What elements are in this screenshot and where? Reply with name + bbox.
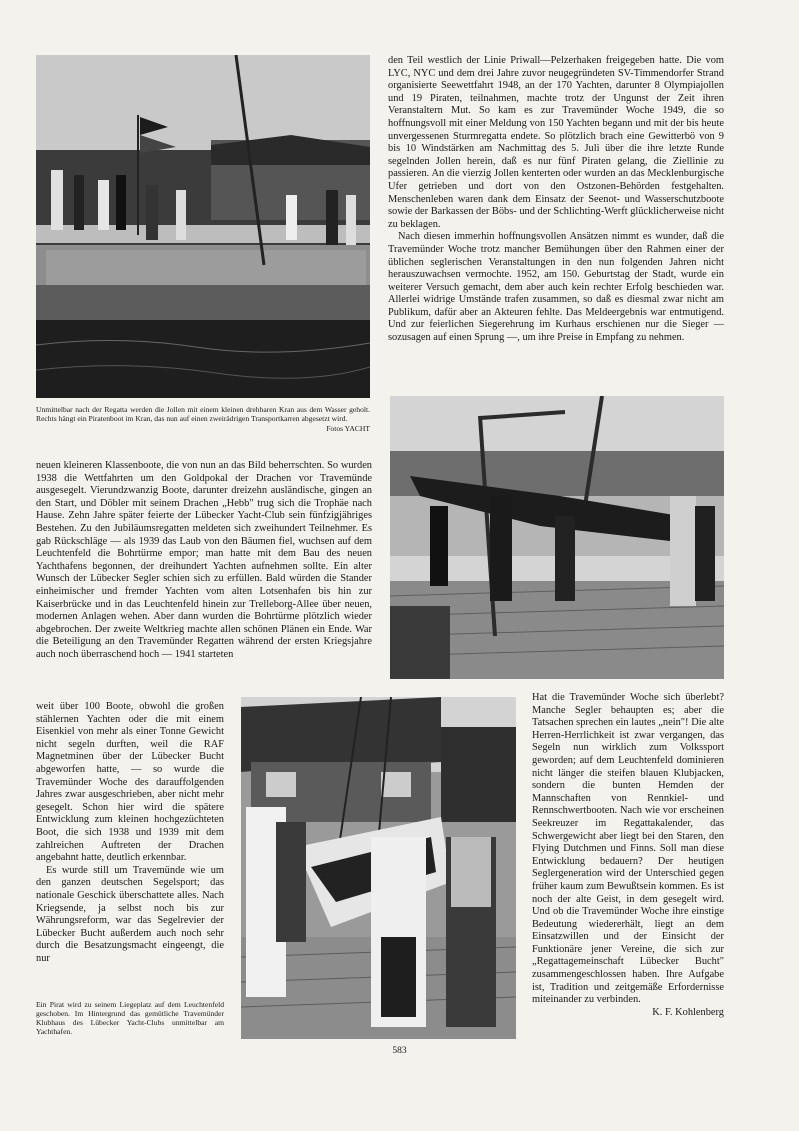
article-column-left-mid: [36, 460, 372, 662]
article-column-left-narrow: [36, 701, 224, 965]
paragraph: den Teil westlich der Linie Priwall—Pelzerhaken freigegeben hatte. Die vom LYC, NYC und dem drei Jahre zuvor neugegründeten SV-Timmendorfer Strand organisierte Seewettfahrt 1948, an der 170 Yachten, darunter 8 Olympiajollen und 19 Piraten, teilnahmen, machte trotz der Ungunst der Zeit ihren Veranstaltern Mut. So kam es zur Travemünder Woche 1949, die so hoffnungsvoll mit einer Meldung von 150 Yachten begann und mit der bis heute unvergessenen Sturmregatta endete. So plötzlich brach eine Gewitterbö von 9 bis 10 Windstärken am Nachmittag des 5. Juli über die ihre letzte Runde segelnden Jollen herein, daß es nur fünf Piraten gelang, die Ziellinie zu passieren. An die vierzig Jollen kenterten oder wurden an das Mecklenburgische Ufer getrieben und dort von den Ostzonen-Behörden festgehalten. Menschenleben waren dank dem Einsatz der Seenot- und Wasserschutzboote sowie der Barkassen der Böbs- und der Schlichting-Werft glücklicherweise nicht zu beklagen.: [388, 55, 724, 230]
photo3-caption: [36, 1000, 224, 1036]
article-column-right-bottom: [532, 692, 724, 1019]
paragraph: Es wurde still um Travemünde wie um den ganzen deutschen Segelsport; das nationale Geschick überschattete alles. Nach Kriegsende, ja selbst noch bis zur Währungsreform, war das Segelrevier der Lübecker Bucht außerdem auch noch sehr durch die Besatzungsmacht eingeengt, die nur: [36, 864, 224, 964]
photo-crane-boat: [390, 396, 724, 679]
photo-credit: Fotos YACHT: [326, 424, 370, 433]
paragraph: Nach diesen immerhin hoffnungsvollen Ansätzen nimmt es wunder, daß die Travemünder Woche trotz mancher Bemühungen über den Rahmen einer der üblichen seglerischen Veranstaltungen in den nun folgenden Jahren nicht herauszuwachsen vermochte. 1952, am 150. Geburtstag der Stadt, wurde ein weiterer Versuch gemacht, dem aber auch kein rechter Erfolg beschieden war. Allerlei widrige Umstände trafen zusammen, so daß es diesmal zwar nicht am Publikum, dafür aber an Akteuren fehlte. Das Meldeergebnis war entmutigend. Und zur feierlichen Siegerehrung im Kurhaus erschienen nur die Sieger — sozusagen auf einen Sprung —, um ihre Preise in Empfang zu nehmen.: [388, 231, 724, 344]
paragraph: neuen kleineren Klassenboote, die von nun an das Bild beherrschten. So wurden 1938 die Wettfahrten um den Goldpokal der Drachen vor Travemünde ausgesegelt. Vierundzwanzig Boote, darunter dreizehn ausländische, gingen an den Start, und Döbler mit seinem Drachen „Hebb" trug sich die Trophäe nach Hause. Zehn Jahre später feierte der Lübecker Yacht-Club sein fünfzigjähriges Bestehen. Zu den Jubiläumsregatten meldeten sich zweihundert Teilnehmer. Es gab Rückschläge — als 1939 das Laub von den Bäumen fiel, wuchsen auf dem Leuchtenfeld die Bohrtürme empor; man hatte mit dem Bau des neuen Yachthafens begonnen, der dreihundert Yachten aufnehmen sollte. Ein alter Wunsch der Lübecker Segler schien sich zu erfüllen. Bald würden die Stander einheimischer und fremder Yachten vom alten Lotsenhafen bis hin zur Kaiserbrücke und in das Leuchtenfeld hinein zur Trelleborg-Allee über neuen, modernen Anlagen wehen. Aber dann wurden die Bohrtürme plötzlich wieder abgebrochen. Der zweite Weltkrieg machte allen schönen Plänen ein Ende. War die Beteiligung an den Travemünder Regatten während der ersten Kriegsjahre auch noch überraschend hoch — 1941 starteten: [36, 460, 372, 660]
photo-harbour-flags: [36, 55, 370, 398]
photo-boat-clubhouse: [241, 697, 516, 1039]
caption-text: Ein Pirat wird zu seinem Liegeplatz auf dem Leuchtenfeld geschoben. Im Hintergrund das gemütliche Travemünder Klubhaus des Lübecker Yacht-Clubs unmittelbar am Yachthafen.: [36, 1000, 224, 1036]
paragraph: weit über 100 Boote, obwohl die großen stählernen Yachten oder die mit einem Eisenkiel von mehr als einer Tonne Gewicht nicht segeln durften, weil die RAF Magnetminen über der Lübecker Bucht abgeworfen hatte, — so wurde die Travemünder Woche des darauffolgenden Jahres zwar ausgeschrieben, aber nicht mehr gesegelt. Schon hier wird die spätere Entwicklung zum kleinen hochgezüchteten Boot, die sich 1938 und 1939 mit dem zahlreichen Auftreten der Drachen angebahnt hatte, deutlich erkennbar.: [36, 701, 224, 864]
paragraph: Hat die Travemünder Woche sich überlebt? Manche Segler behaupten es; aber die Tatsachen sprechen ein lautes „nein"! Die alte Herren-Herrlichkeit ist zwar vergangen, das Segeln nun wirklich zum Volkssport geworden; auf dem Leuchtenfeld dominieren nicht länger die steifen blauen Klubjacken, sondern die bunten Hemden der Mannschaften von Rennkiel- und Rennschwertbooten. Nach wie vor erscheinen Seekreuzer im Regattakalender, das Schwergewicht aber liegt bei den Staren, den Flying Dutchmen und Finns. Soll man diese Entwicklung bedauern? Der heutigen Seglergeneration wird der Unterschied gegen früher kaum zum Bewußtsein kommen. Es ist noch der alte Geist, in dem gesegelt wird. Und ob die Travemünder Woche ihre einstige Bedeutung wiedererhält, liegt an dem Einsatzwillen und der Einsicht der Funktionäre jener Vereine, die sich zur „Regattagemeinschaft Lübecker Bucht" zusammengeschlossen haben. Ihre Aufgabe ist, Tradition und zeitgemäße Erfordernisse miteinander zu verbinden.: [532, 692, 724, 1006]
page-number: 583: [392, 1046, 407, 1056]
photo1-caption: [36, 405, 370, 433]
article-column-right-top: [388, 55, 724, 345]
caption-text: Unmittelbar nach der Regatta werden die Jollen mit einem kleinen drehbaren Kran aus dem Wasser geholt. Rechts hängt ein Piratenboot im Kran, das nun auf einen zweirädrigen Transportkarren abgesetzt wird.: [36, 405, 370, 423]
author-signature: K. F. Kohlenberg: [652, 1006, 724, 1018]
